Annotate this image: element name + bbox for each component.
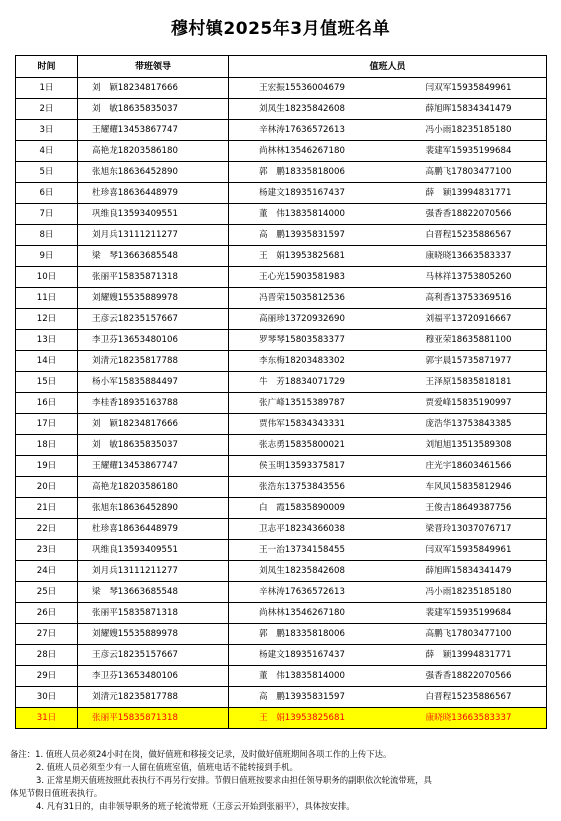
- header-leader: 带班领导: [78, 56, 229, 78]
- date-cell: 2日: [16, 99, 78, 120]
- staff-cell-2: 冯小雨18235185180: [388, 120, 547, 141]
- date-cell: 16日: [16, 393, 78, 414]
- staff-cell-2: 高鹏飞17803477100: [388, 624, 547, 645]
- staff-cell-1: 刘凤生18235842608: [229, 99, 388, 120]
- staff-cell-1: 刘凤生18235842608: [229, 561, 388, 582]
- staff-cell-1: 张志勇15835800021: [229, 435, 388, 456]
- staff-cell-1: 冯晋荣15035812536: [229, 288, 388, 309]
- leader-cell: 刘清元18235817788: [78, 687, 229, 708]
- date-cell: 8日: [16, 225, 78, 246]
- notes-section: [10, 748, 555, 813]
- date-cell: 28日: [16, 645, 78, 666]
- header-staff: 值班人员: [229, 56, 547, 78]
- date-cell: 6日: [16, 183, 78, 204]
- leader-cell: 王彦云18235157667: [78, 645, 229, 666]
- staff-cell-2: 康晓晓13663583337: [388, 708, 547, 729]
- staff-cell-1: 董 伟13835814000: [229, 204, 388, 225]
- staff-cell-1: 贾伟军15834343331: [229, 414, 388, 435]
- staff-cell-2: 高利香13753369516: [388, 288, 547, 309]
- table-row: [16, 183, 547, 204]
- leader-cell: 张丽平15835871318: [78, 708, 229, 729]
- leader-cell: 刘 颖18234817666: [78, 414, 229, 435]
- leader-cell: 刘 敏18635835037: [78, 99, 229, 120]
- leader-cell: 刘清元18235817788: [78, 351, 229, 372]
- date-cell: 30日: [16, 687, 78, 708]
- date-cell: 14日: [16, 351, 78, 372]
- leader-cell: 王彦云18235157667: [78, 309, 229, 330]
- staff-cell-1: 王宏振15536004679: [229, 78, 388, 99]
- staff-cell-1: 罗琴琴15803583377: [229, 330, 388, 351]
- leader-cell: 刘 颖18234817666: [78, 78, 229, 99]
- staff-cell-1: 郭 鹏18335818006: [229, 162, 388, 183]
- note-line-1: 备注：1. 值班人员必须24小时在岗，做好值班和移接交记录，及时做好值班期间各项工作的上传下达。: [10, 749, 392, 759]
- leader-cell: 高艳龙18203586180: [78, 141, 229, 162]
- staff-cell-1: 董 伟13835814000: [229, 666, 388, 687]
- staff-cell-1: 白 霞15835890009: [229, 498, 388, 519]
- date-cell: 27日: [16, 624, 78, 645]
- date-cell: 1日: [16, 78, 78, 99]
- date-cell: 10日: [16, 267, 78, 288]
- staff-cell-2: 闫双军15935849961: [388, 78, 547, 99]
- staff-cell-2: 王俊吉18649387756: [388, 498, 547, 519]
- table-row: [16, 288, 547, 309]
- table-row: [16, 225, 547, 246]
- date-cell: 18日: [16, 435, 78, 456]
- table-row: [16, 498, 547, 519]
- duty-roster-table: [15, 55, 547, 729]
- staff-cell-1: 尚林林13546267180: [229, 603, 388, 624]
- leader-cell: 李卫芬13653480106: [78, 330, 229, 351]
- date-cell: 19日: [16, 456, 78, 477]
- date-cell: 15日: [16, 372, 78, 393]
- staff-cell-1: 王 娟13953825681: [229, 246, 388, 267]
- leader-cell: 李桂香18935163788: [78, 393, 229, 414]
- leader-cell: 李卫芬13653480106: [78, 666, 229, 687]
- note-line-4: 4. 凡有31日的，由非领导职务的班子轮流带班（王彦云开始到张丽平），具体按安排。: [36, 801, 355, 811]
- table-row: [16, 204, 547, 225]
- staff-cell-1: 高 鹏13935831597: [229, 225, 388, 246]
- leader-cell: 王耀耀13453867747: [78, 120, 229, 141]
- leader-cell: 刘耀嫂15535889978: [78, 288, 229, 309]
- staff-cell-1: 王心光15903581983: [229, 267, 388, 288]
- table-row: [16, 309, 547, 330]
- table-row: [16, 351, 547, 372]
- staff-cell-2: 梁晋玲13037076717: [388, 519, 547, 540]
- staff-cell-2: 强香香18822070566: [388, 204, 547, 225]
- date-cell: 25日: [16, 582, 78, 603]
- staff-cell-2: 薛旭晖15834341479: [388, 561, 547, 582]
- table-row: [16, 687, 547, 708]
- date-cell: 31日: [16, 708, 78, 729]
- staff-cell-1: 杨建文18935167437: [229, 645, 388, 666]
- leader-cell: 刘 敏18635835037: [78, 435, 229, 456]
- leader-cell: 张丽平15835871318: [78, 267, 229, 288]
- page-title: 穆村镇2025年3月值班名单: [170, 19, 391, 39]
- leader-cell: 张丽平15835871318: [78, 603, 229, 624]
- staff-cell-1: 高丽珍13720932690: [229, 309, 388, 330]
- leader-cell: 巩维良13593409551: [78, 540, 229, 561]
- leader-cell: 杨小军15835884497: [78, 372, 229, 393]
- table-row: [16, 519, 547, 540]
- table-row: [16, 162, 547, 183]
- staff-cell-1: 侯玉明13593375817: [229, 456, 388, 477]
- leader-cell: 张旭东18636452890: [78, 498, 229, 519]
- table-row: [16, 477, 547, 498]
- staff-cell-1: 王一治13734158455: [229, 540, 388, 561]
- leader-cell: 高艳龙18203586180: [78, 477, 229, 498]
- table-header-row: [16, 56, 547, 78]
- table-row: [16, 393, 547, 414]
- table-row: [16, 624, 547, 645]
- table-row: [16, 330, 547, 351]
- staff-cell-2: 白晋程15235886567: [388, 687, 547, 708]
- leader-cell: 杜珍喜18636448979: [78, 519, 229, 540]
- date-cell: 5日: [16, 162, 78, 183]
- leader-cell: 王耀耀13453867747: [78, 456, 229, 477]
- date-cell: 12日: [16, 309, 78, 330]
- table-row: [16, 603, 547, 624]
- table-row: [16, 99, 547, 120]
- staff-cell-1: 辛林涛17636572613: [229, 582, 388, 603]
- staff-cell-2: 白晋程15235886567: [388, 225, 547, 246]
- table-row: [16, 120, 547, 141]
- staff-cell-2: 庄光宇18603461566: [388, 456, 547, 477]
- leader-cell: 巩维良13593409551: [78, 204, 229, 225]
- table-row: [16, 267, 547, 288]
- note-line-3: 3. 正常星期天值班按照此表执行不再另行安排。节假日值班按要求由担任领导职务的副职依次轮流带班，具: [36, 775, 432, 785]
- staff-cell-2: 庞浩华13753843385: [388, 414, 547, 435]
- staff-cell-2: 贾爱峰15835190997: [388, 393, 547, 414]
- table-row: [16, 246, 547, 267]
- staff-cell-2: 裴建军15935199684: [388, 603, 547, 624]
- table-row: [16, 78, 547, 99]
- staff-cell-2: 刘福平13720916667: [388, 309, 547, 330]
- staff-cell-2: 穆亚荣18635881100: [388, 330, 547, 351]
- date-cell: 4日: [16, 141, 78, 162]
- leader-cell: 刘耀嫂15535889978: [78, 624, 229, 645]
- staff-cell-1: 尚林林13546267180: [229, 141, 388, 162]
- staff-cell-2: 强香香18822070566: [388, 666, 547, 687]
- staff-cell-2: 薛 颖13994831771: [388, 183, 547, 204]
- staff-cell-2: 车风风15835812946: [388, 477, 547, 498]
- table-row: [16, 456, 547, 477]
- staff-cell-1: 张广峰13515389787: [229, 393, 388, 414]
- table-row: [16, 435, 547, 456]
- table-row: [16, 372, 547, 393]
- table-row: [16, 141, 547, 162]
- table-row: [16, 414, 547, 435]
- staff-cell-1: 张浩东13753843556: [229, 477, 388, 498]
- leader-cell: 刘月兵13111211277: [78, 225, 229, 246]
- date-cell: 29日: [16, 666, 78, 687]
- date-cell: 20日: [16, 477, 78, 498]
- staff-cell-2: 薛旭晖15834341479: [388, 99, 547, 120]
- date-cell: 26日: [16, 603, 78, 624]
- date-cell: 22日: [16, 519, 78, 540]
- leader-cell: 杜珍喜18636448979: [78, 183, 229, 204]
- table-row: [16, 561, 547, 582]
- staff-cell-1: 李东梅18203483302: [229, 351, 388, 372]
- date-cell: 24日: [16, 561, 78, 582]
- leader-cell: 梁 琴13663685548: [78, 582, 229, 603]
- staff-cell-1: 高 鹏13935831597: [229, 687, 388, 708]
- staff-cell-2: 郭宇晨15735871977: [388, 351, 547, 372]
- date-cell: 21日: [16, 498, 78, 519]
- leader-cell: 张旭东18636452890: [78, 162, 229, 183]
- staff-cell-1: 郭 鹏18335818006: [229, 624, 388, 645]
- table-row: [16, 666, 547, 687]
- note-line-2: 2. 值班人员必须至少有一人留在值班室值，值班电话不能转接到手机。: [36, 762, 298, 772]
- staff-cell-2: 马林祥13753805260: [388, 267, 547, 288]
- staff-cell-2: 王泽原15835818181: [388, 372, 547, 393]
- table-row: [16, 645, 547, 666]
- date-cell: 11日: [16, 288, 78, 309]
- staff-cell-2: 裴建军15935199684: [388, 141, 547, 162]
- leader-cell: 梁 琴13663685548: [78, 246, 229, 267]
- staff-cell-2: 闫双军15935849961: [388, 540, 547, 561]
- staff-cell-1: 王 娟13953825681: [229, 708, 388, 729]
- staff-cell-2: 高鹏飞17803477100: [388, 162, 547, 183]
- staff-cell-2: 薛 颖13994831771: [388, 645, 547, 666]
- date-cell: 23日: [16, 540, 78, 561]
- table-body: [16, 78, 547, 729]
- table-row: [16, 540, 547, 561]
- staff-cell-2: 康晓晓13663583337: [388, 246, 547, 267]
- date-cell: 3日: [16, 120, 78, 141]
- staff-cell-1: 杨建文18935167437: [229, 183, 388, 204]
- staff-cell-1: 辛林涛17636572613: [229, 120, 388, 141]
- table-row: [16, 582, 547, 603]
- staff-cell-1: 牛 芳18834071729: [229, 372, 388, 393]
- table-row: [16, 708, 547, 729]
- leader-cell: 刘月兵13111211277: [78, 561, 229, 582]
- staff-cell-2: 刘旭旭13513589308: [388, 435, 547, 456]
- date-cell: 17日: [16, 414, 78, 435]
- date-cell: 13日: [16, 330, 78, 351]
- staff-cell-1: 卫志平18234366038: [229, 519, 388, 540]
- header-time: 时间: [16, 56, 78, 78]
- staff-cell-2: 冯小雨18235185180: [388, 582, 547, 603]
- date-cell: 7日: [16, 204, 78, 225]
- date-cell: 9日: [16, 246, 78, 267]
- note-line-3-continued: 体见节假日值班表执行。: [10, 788, 103, 798]
